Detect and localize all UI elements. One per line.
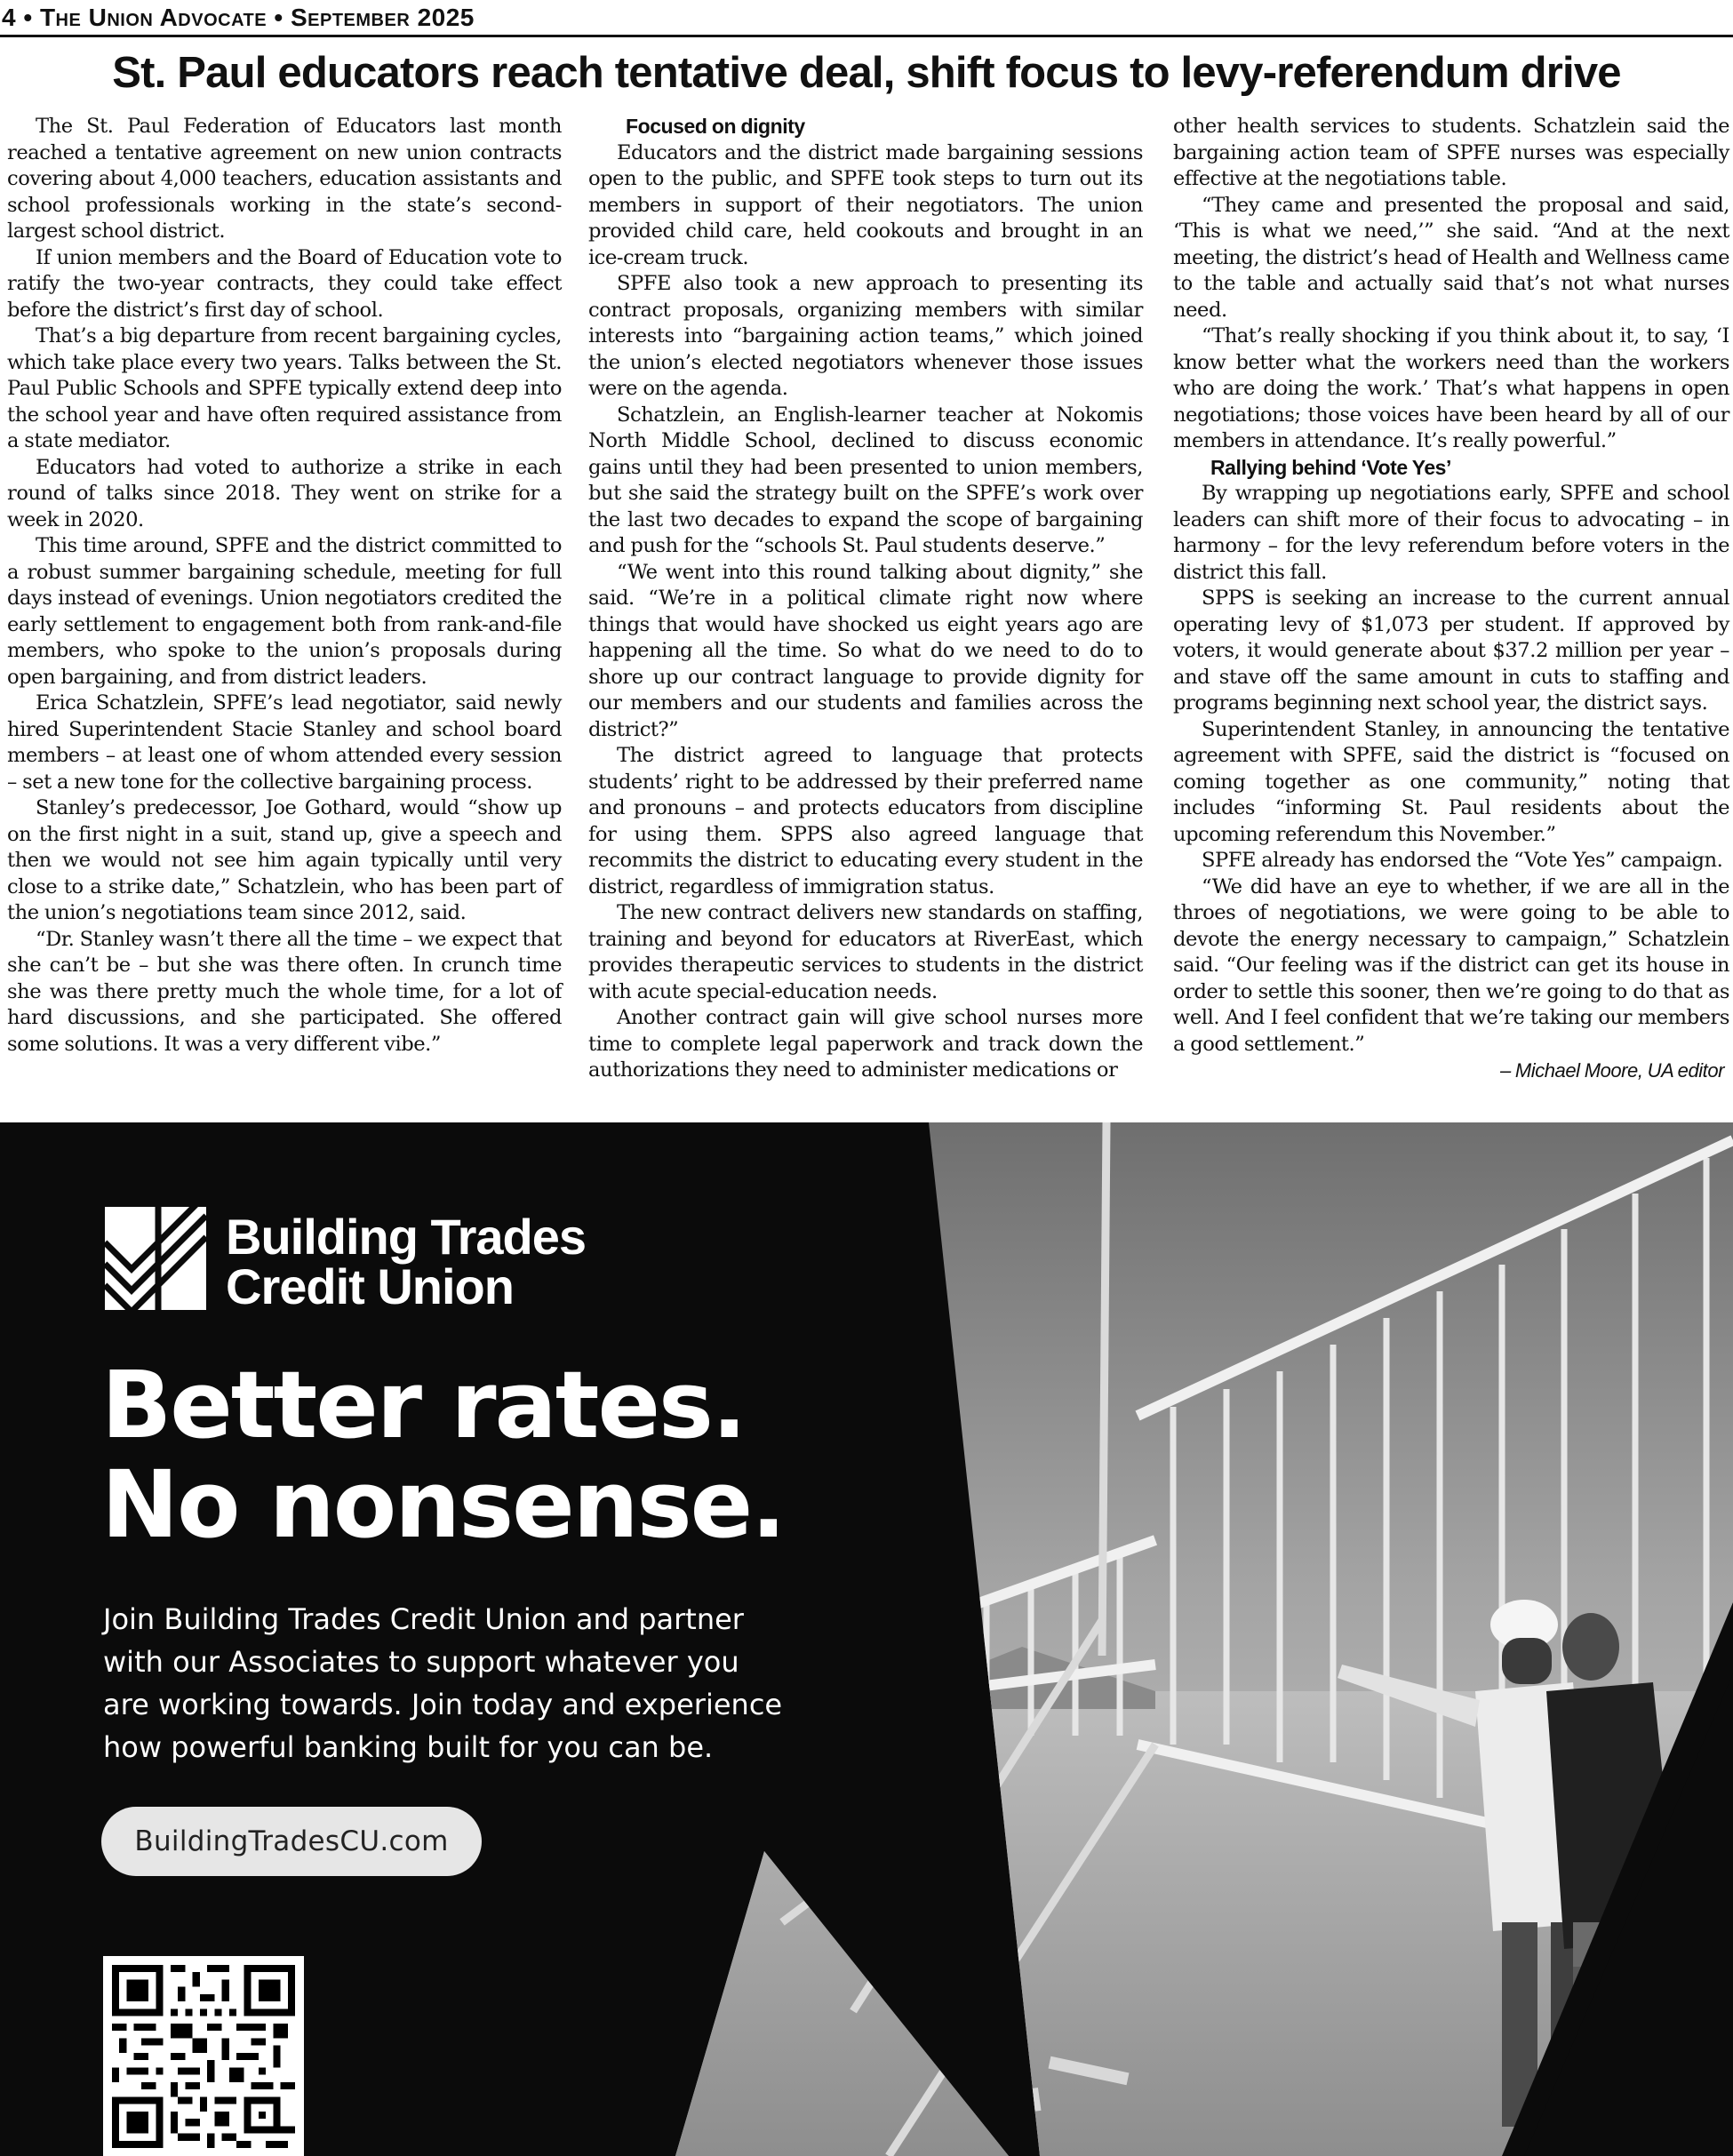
paragraph: That’s a big departure from recent bargaining cycles, which take place every two years. Talks between the St. Paul Public Schools and SPFE typically extend deep into the school year and have often required assistance from a state mediator. [7,324,562,452]
credit-union-logo [105,1207,620,1314]
byline: – Michael Moore, UA editor [1499,1059,1724,1082]
paragraph: By wrapping up negotiations early, SPFE and school leaders can shift more of their focus to advocating – in harmony – for the levy referendum before voters in the district this fall. [1173,482,1729,584]
article-column-2 [588,114,1143,1084]
paragraph: SPPS is seeking an increase to the current annual operating levy of $1,073 per student. If approved by voters, it would generate about $37.2 million per year – and stave off the same amount in cuts to staffing and programs beginning next school year, the district says. [1173,587,1729,715]
credit-union-advertisement [0,1122,1733,2156]
ad-body-copy [103,1598,850,1769]
paragraph: Superintendent Stanley, in announcing the tentative agreement with SPFE, said the district is “focused on coming together as one community,” noting that includes “informing St. Paul residents about the upcoming referendum this November.” [1173,717,1729,846]
chevron-logo-icon [105,1207,206,1310]
publication-name: The Union Advocate [39,4,268,31]
paragraph: “They came and presented the proposal and said, ‘This is what we need,’” she said. “And at the next meeting, the district’s head of Health and Wellness came to the table and actually said that’s not what nurses need. [1173,193,1729,322]
paragraph: The new contract delivers new standards on staffing, training and beyond for educators at RiverEast, which provides therapeutic services to students in the district with acute special-education needs. [588,901,1143,1003]
paragraph: Erica Schatzlein, SPFE’s lead negotiator, said newly hired Superintendent Stacie Stanley and school board members – at least one of whom attended every session – set a new tone for the collective bargaining process. [7,691,562,794]
paragraph: “Dr. Stanley wasn’t there all the time – we expect that she can’t be – but she was there often. In crunch time she was there pretty much the whole time, for a lot of hard discussions, and she participated. She offered some solutions. It was a very different vibe.” [7,927,562,1056]
ad-body-line: how powerful banking built for you can be. [103,1730,714,1764]
paragraph: SPFE also took a new approach to presenting its contract proposals, organizing members with similar interests into “bargaining action teams,” which joined the union’s elected negotiators whenever those issues were on the agenda. [588,272,1143,400]
ad-headline-line-1: Better rates. [101,1351,746,1459]
logo-line-1: Building Trades [226,1209,587,1265]
paragraph: The St. Paul Federation of Educators last month reached a tentative agreement on new union contracts covering about 4,000 teachers, education assistants and school professionals working in the state’s second-largest school district. [7,115,562,243]
ad-headline [101,1351,785,1559]
paragraph: This time around, SPFE and the district committed to a robust summer bargaining schedule, meeting for full days instead of evenings. Union negotiators credited the early settlement to engagement both from rank-and-file members, who spoke to the union’s proposals during open bargaining, and from district leaders. [7,534,562,689]
paragraph: Another contract gain will give school nurses more time to complete legal paperwork and track down the authorizations they need to administer medications or [588,1006,1143,1082]
qr-code-icon [112,1965,295,2148]
subhead: Focused on dignity [626,115,805,138]
paragraph: Educators had voted to authorize a strike in each round of talks since 2018. They went on strike for a week in 2020. [7,455,562,531]
header-separator: • [274,4,284,31]
ad-body-line: Join Building Trades Credit Union and partner [103,1602,744,1636]
ad-headline-line-2: No nonsense. [101,1450,785,1559]
paragraph: If union members and the Board of Education vote to ratify the two-year contracts, they could take effect before the district’s first day of school. [7,245,562,322]
ad-body-line: with our Associates to support whatever you [103,1645,739,1679]
paragraph: Educators and the district made bargaining sessions open to the public, and SPFE took steps to turn out its members in support of their negotiators. The union provided child care, held cookouts and brought in an ice-cream truck. [588,140,1143,269]
article-column-1 [7,114,562,1058]
paragraph: “We did have an eye to whether, if we are all in the throes of negotiations, we were going to be able to devote the energy necessary to campaign,” Schatzlein said. “Our feeling was if the district can get its house in order to settle this sooner, then we’re going to do that as well. And I feel confident that we’re taking our members a good settlement.” [1173,874,1729,1056]
page-number: 4 [2,4,17,31]
paragraph: The district agreed to language that protects students’ right to be addressed by their preferred name and pronouns – and protects educators from discipline for using them. SPPS also agreed language that recommits the district to educating every student in the district, regardless of immigration status. [588,744,1143,898]
article-headline: St. Paul educators reach tentative deal, shift focus to levy-referendum drive [112,49,1621,97]
qr-code[interactable] [103,1956,304,2156]
ad-body-line: are working towards. Join today and experience [103,1688,783,1721]
paragraph: Stanley’s predecessor, Joe Gothard, would “show up on the first night in a suit, stand up, give a speech and then we would not see him again typically until very close to a strike date,” Schatzlein, who has been part of the union’s negotiations team since 2012, said. [7,796,562,924]
paragraph: Schatzlein, an English-learner teacher at Nokomis North Middle School, declined to discuss economic gains until they had been presented to union members, but she said the strategy built on the SPFE’s work over the last two decades to expand the scope of bargaining and push for the “schools St. Paul students deserve.” [588,403,1143,557]
paragraph: other health services to students. Schatzlein said the bargaining action team of SPFE nurses was especially effective at the negotiations table. [1173,115,1729,190]
article-column-3 [1173,114,1729,1084]
paragraph: “We went into this round talking about dignity,” she said. “We’re in a political climate right now where things that would have shocked us eight years ago are happening all the time. So what do we need to do to shore up our contract language to provide dignity for our members and our students and families across the district?” [588,560,1143,741]
logo-line-2: Credit Union [226,1258,514,1314]
page-header [0,0,1733,37]
header-separator: • [23,4,33,31]
subhead: Rallying behind ‘Vote Yes’ [1210,455,1451,479]
logo-text [226,1209,587,1314]
website-url-button[interactable]: BuildingTradesCU.com [101,1807,482,1876]
paragraph: “That’s really shocking if you think about it, to say, ‘I know better what the workers need than the workers who are doing the work.’ That’s what happens in open negotiations; those voices have been heard by all of our members in attendance. It’s really powerful.” [1173,324,1729,452]
issue-date: September 2025 [290,4,475,31]
paragraph: SPFE already has endorsed the “Vote Yes” campaign. [1202,849,1723,872]
